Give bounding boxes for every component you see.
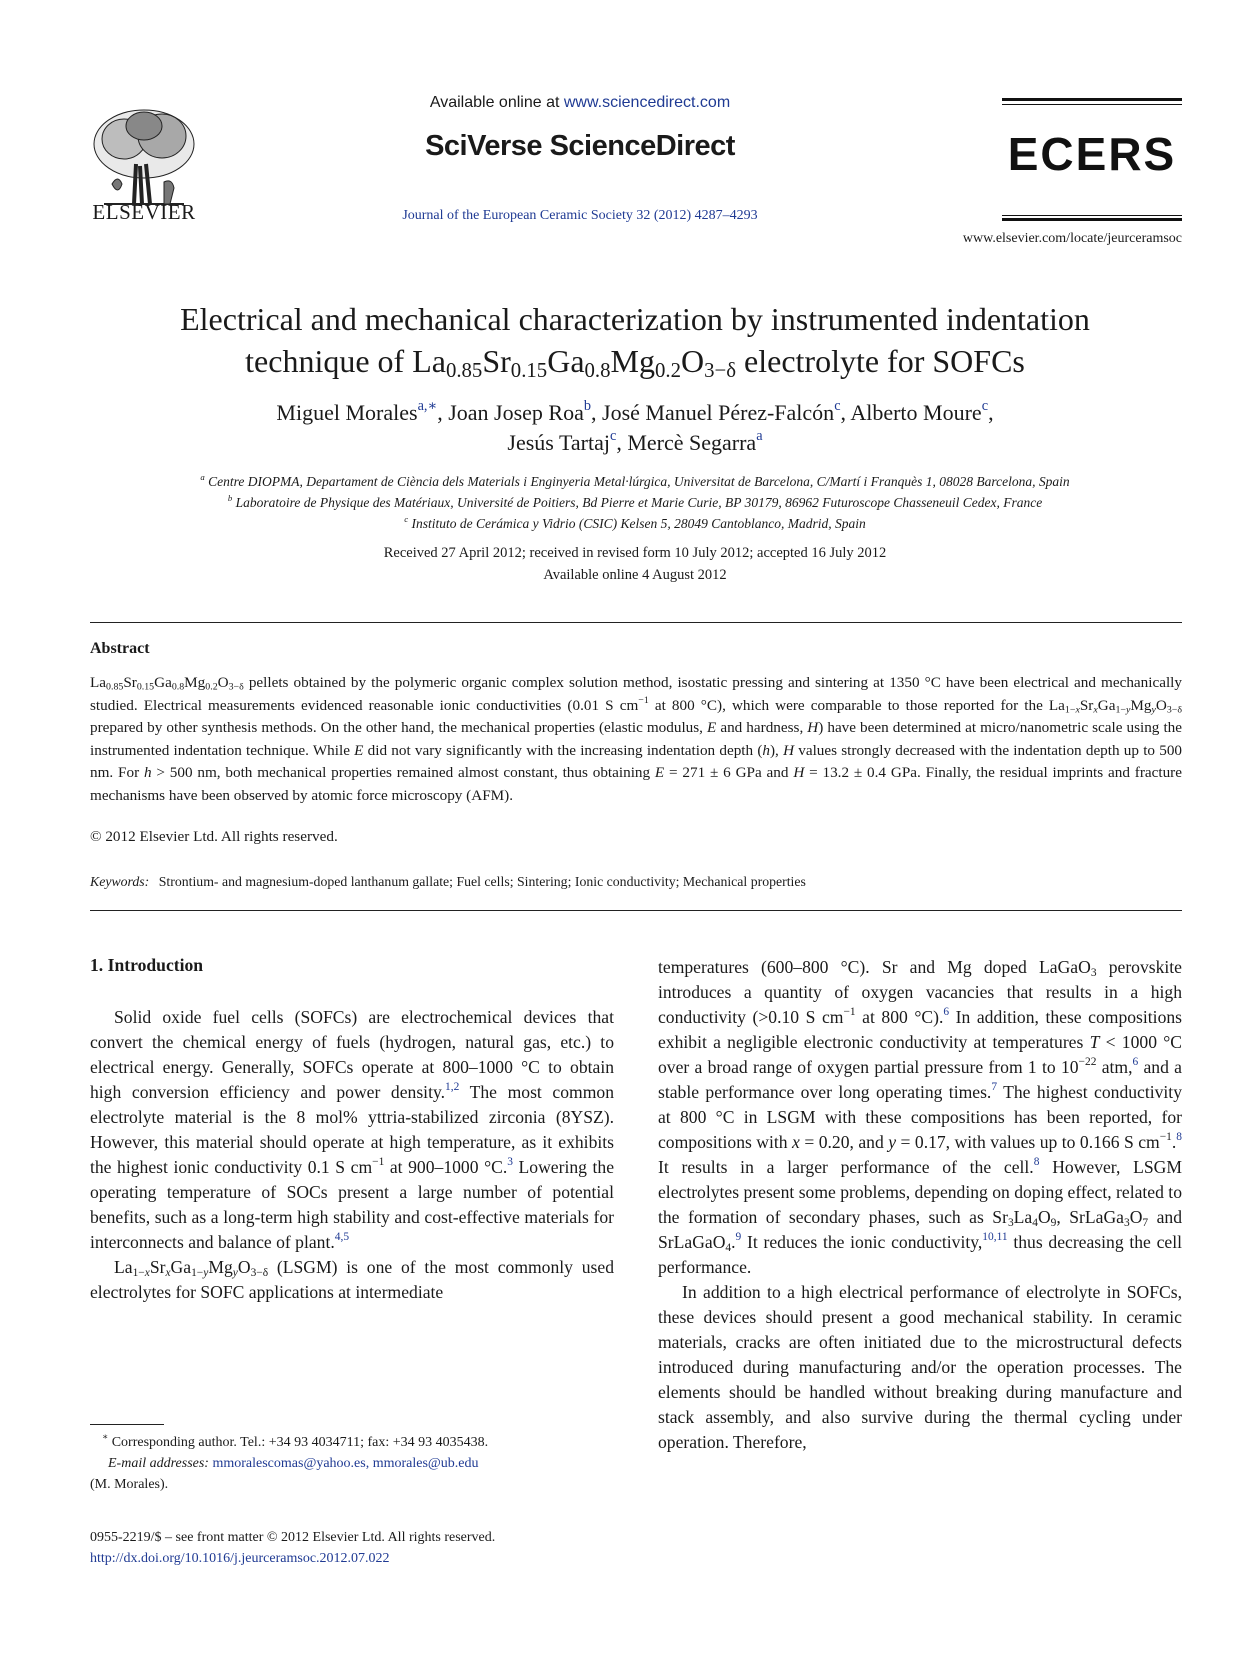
journal-header bbox=[0, 0, 1240, 260]
email-label: E-mail addresses: bbox=[108, 1456, 209, 1471]
citation-link[interactable]: 8 bbox=[1033, 1156, 1040, 1168]
header-rule bbox=[1002, 104, 1182, 105]
online-date: Available online 4 August 2012 bbox=[543, 567, 727, 583]
citation-link[interactable]: 8 bbox=[1176, 1131, 1182, 1143]
affiliations bbox=[60, 471, 1210, 534]
abstract-copyright: © 2012 Elsevier Ltd. All rights reserved. bbox=[90, 828, 338, 845]
received-dates: Received 27 April 2012; received in revised form 10 July 2012; accepted 16 July 2012 bbox=[383, 545, 887, 561]
affiliation-marker[interactable]: c bbox=[834, 398, 841, 414]
email-links[interactable]: mmoralescomas@yahoo.es, mmorales@ub.edu bbox=[212, 1456, 479, 1471]
footnote-rule bbox=[90, 1424, 164, 1425]
header-rule bbox=[1002, 215, 1182, 216]
header-rule bbox=[1002, 98, 1182, 101]
keywords-text: Strontium- and magnesium-doped lanthanum gallate; Fuel cells; Sintering; Ionic conductivity; Mechanical properties bbox=[158, 874, 806, 889]
journal-url[interactable]: www.elsevier.com/locate/jeurceramsoc bbox=[962, 231, 1182, 246]
paragraph: Solid oxide fuel cells (SOFCs) are electrochemical devices that convert the chemical energy of fuels (hydrogen, natural gas, etc.) to electrical energy. Generally, SOFCs operate at 800–1000 °C to obtain high conversion efficiency and power density.$^{1,2}$ The most common electrolyte material is the 8 mol% yttria-stabilized zirconia (8YSZ). However, this material should operate at high temperature, as it exhibits the highest ionic conductivity 0.1 S $cm^{-1}$ at 900–1000 °C.$^3$ Lowering the operating temperature of SOCs present a large number of potential benefits, such as a long-term high stability and cost-effective materials for interconnects and balance of plant.$^{4,5}$ bbox=[90, 1007, 614, 1252]
available-online: Available online at www.sciencedirect.com bbox=[429, 94, 731, 111]
platform-name: SciVerse ScienceDirect bbox=[425, 130, 735, 162]
author-name[interactable]: Miguel Morales bbox=[276, 400, 418, 425]
citation-link[interactable]: 1,2 bbox=[445, 1081, 460, 1093]
title-line-2: technique of $La_{0.85}Sr_{0.15}Ga_{0.8}Mg_{0.2}O_{3-\delta}$ electrolyte for SOFCs bbox=[245, 343, 1025, 383]
right-column bbox=[658, 955, 1182, 1455]
author-name[interactable]: , José Manuel Pérez-Falcón bbox=[591, 400, 835, 425]
citation-link[interactable]: 6 bbox=[943, 1006, 950, 1018]
ecers-logo-text: ECERS bbox=[1007, 130, 1177, 180]
publisher-name: ELSEVIER bbox=[92, 200, 196, 224]
paragraph: temperatures (600–800 °C). Sr and Mg doped LaGaO$_3$ perovskite introduces a quantity of oxygen vacancies that results in a high conductivity (>0.10 S $cm^{-1}$ at 800 °C).$^6$ In addition, these compositions exhibit a negligible electronic conductivity at temperatures T < 1000 °C over a broad range of oxygen partial pressure from 1 to $10^{-22}$ atm,$^6$ and a stable performance over long operating times.$^7$ The highest conductivity at 800 °C in LSGM with these compositions has been reported, for compositions with x = 0.20, and y = 0.17, with values up to 0.166 S $cm^{-1}.^8$ It results in a larger performance of the cell.$^8$ However, LSGM electrolytes present some problems, depending on doping effect, related to the formation of secondary phases, such as $Sr_3La_4O_9$, $SrLaGa_3O_7$ and SrLaGaO$_4$.$^9$ It reduces the ionic conductivity,$^{10,11}$ thus decreasing the cell performance. bbox=[658, 957, 1183, 1277]
header-rule bbox=[1002, 218, 1182, 221]
citation-link[interactable]: 9 bbox=[735, 1231, 742, 1243]
affiliation-marker[interactable]: a,∗ bbox=[417, 398, 438, 414]
author-initials: (M. Morales). bbox=[90, 1477, 169, 1492]
author-name[interactable]: , Mercè Segarra bbox=[616, 430, 757, 455]
article-dates bbox=[90, 542, 1180, 586]
section-divider bbox=[90, 622, 1182, 623]
citation-link[interactable]: 3 bbox=[507, 1156, 513, 1168]
corresponding-author: Corresponding author. Tel.: +34 93 4034711; fax: +34 93 4035438. bbox=[111, 1435, 489, 1450]
affiliation-b: $^b$ Laboratoire de Physique des Matériaux, Université de Poitiers, Bd Pierre et Marie Curie, BP 30179, 86962 Futuroscope Chasseneuil Cedex, France bbox=[227, 492, 1043, 510]
doi-link[interactable]: http://dx.doi.org/10.1016/j.jeurceramsoc.2012.07.022 bbox=[90, 1551, 390, 1566]
affiliation-a: $^a$ Centre DIOPMA, Departament de Ciència dels Materials i Enginyeria Metal·lúrgica, Universitat de Barcelona, C/Martí i Franquès 1, 08028 Barcelona, Spain bbox=[200, 471, 1070, 489]
paragraph: $La_{1-x}Sr_xGa_{1-y}Mg_yO_{3-\delta}$ (LSGM) is one of the most commonly used electrolytes for SOFC applications at intermediate bbox=[90, 1257, 614, 1302]
affiliation-marker[interactable]: b bbox=[583, 398, 592, 414]
paragraph: In addition to a high electrical performance of electrolyte in SOFCs, these devices should present a good mechanical stability. In ceramic materials, cracks are often initiated due to the microstructural defects introduced during manufacturing and/or the operation processes. The elements should be handled without breaking during manufacture and stack assembly, and also survive during the thermal cycling under operation. Therefore, bbox=[658, 1282, 1182, 1452]
affiliation-marker[interactable]: c bbox=[609, 428, 617, 444]
author-name[interactable]: Jesús Tartaj bbox=[507, 430, 610, 455]
author-name[interactable]: , Alberto Moure bbox=[840, 400, 982, 425]
left-column bbox=[90, 1005, 614, 1305]
citation-link[interactable]: 7 bbox=[991, 1081, 998, 1093]
section-divider bbox=[90, 910, 1182, 911]
front-matter bbox=[90, 1527, 614, 1569]
abstract-heading: Abstract bbox=[90, 640, 150, 657]
author-name[interactable]: , Joan Josep Roa bbox=[437, 400, 584, 425]
footnote: ∗ Corresponding author. Tel.: +34 93 4034711; fax: +34 93 4035438. E-mail addresses: mmoralescomas@yahoo.es, mmorales@ub.edu (M. Morales). bbox=[90, 1432, 614, 1495]
citation-link[interactable]: 4,5 bbox=[334, 1231, 350, 1243]
title-line-1: Electrical and mechanical characterization by instrumented indentation bbox=[180, 301, 1090, 337]
ecers-logo-icon bbox=[1002, 130, 1182, 180]
issn-line: 0955-2219/$ – see front matter © 2012 Elsevier Ltd. All rights reserved. bbox=[90, 1530, 496, 1545]
abstract-body: $La_{0.85}Sr_{0.15}Ga_{0.8}Mg_{0.2}O_{3-\delta}$ pellets obtained by the polymeric organic complex solution method, isostatic pressing and sintering at 1350 °C have been electrical and mechanically studied. Electrical measurements evidenced reasonable ionic conductivities (0.01 S $cm^{-1}$ at 800 °C), which were comparable to those reported for the $La_{1-x}Sr_xGa_{1-y}Mg_yO_{3-\delta}$ prepared by other synthesis methods. On the other hand, the mechanical properties (elastic modulus, E and hardness, H) have been determined at micro/nanometric scale using the instrumented indentation technique. While E did not vary significantly with the increasing indentation depth (h), H values strongly decreased with the indentation depth up to 500 nm. For h > 500 nm, both mechanical properties remained almost constant, thus obtaining E = 271 ± 6 GPa and H = 13.2 ± 0.4 GPa. Finally, the residual imprints and fracture mechanisms have been observed by atomic force microscopy (AFM). bbox=[90, 674, 1183, 804]
affiliation-c: $^c$ Instituto de Cerámica y Vidrio (CSIC) Kelsen 5, 28049 Cantoblanco, Madrid, Spain bbox=[404, 513, 866, 531]
affiliation-marker[interactable]: c bbox=[981, 398, 989, 414]
citation-link[interactable]: 6 bbox=[1132, 1056, 1139, 1068]
article-title bbox=[90, 298, 1180, 382]
affiliation-marker[interactable]: a bbox=[756, 428, 763, 444]
journal-reference[interactable]: Journal of the European Ceramic Society 32 (2012) 4287–4293 bbox=[402, 208, 758, 223]
keywords-label: Keywords: bbox=[90, 874, 150, 889]
sciencedirect-link[interactable]: www.sciencedirect.com bbox=[563, 94, 731, 111]
section-heading: 1. Introduction bbox=[90, 955, 204, 975]
keywords bbox=[90, 874, 1182, 890]
citation-link[interactable]: 10,11 bbox=[982, 1231, 1008, 1243]
author-list: Miguel Morales$^{a,∗}$, Joan Josep Roa$^b$, José Manuel Pérez-Falcón$^c$, Alberto Moure$^c$, Jesús Tartaj$^c$, Mercè Segarra$^a$ bbox=[276, 398, 994, 455]
